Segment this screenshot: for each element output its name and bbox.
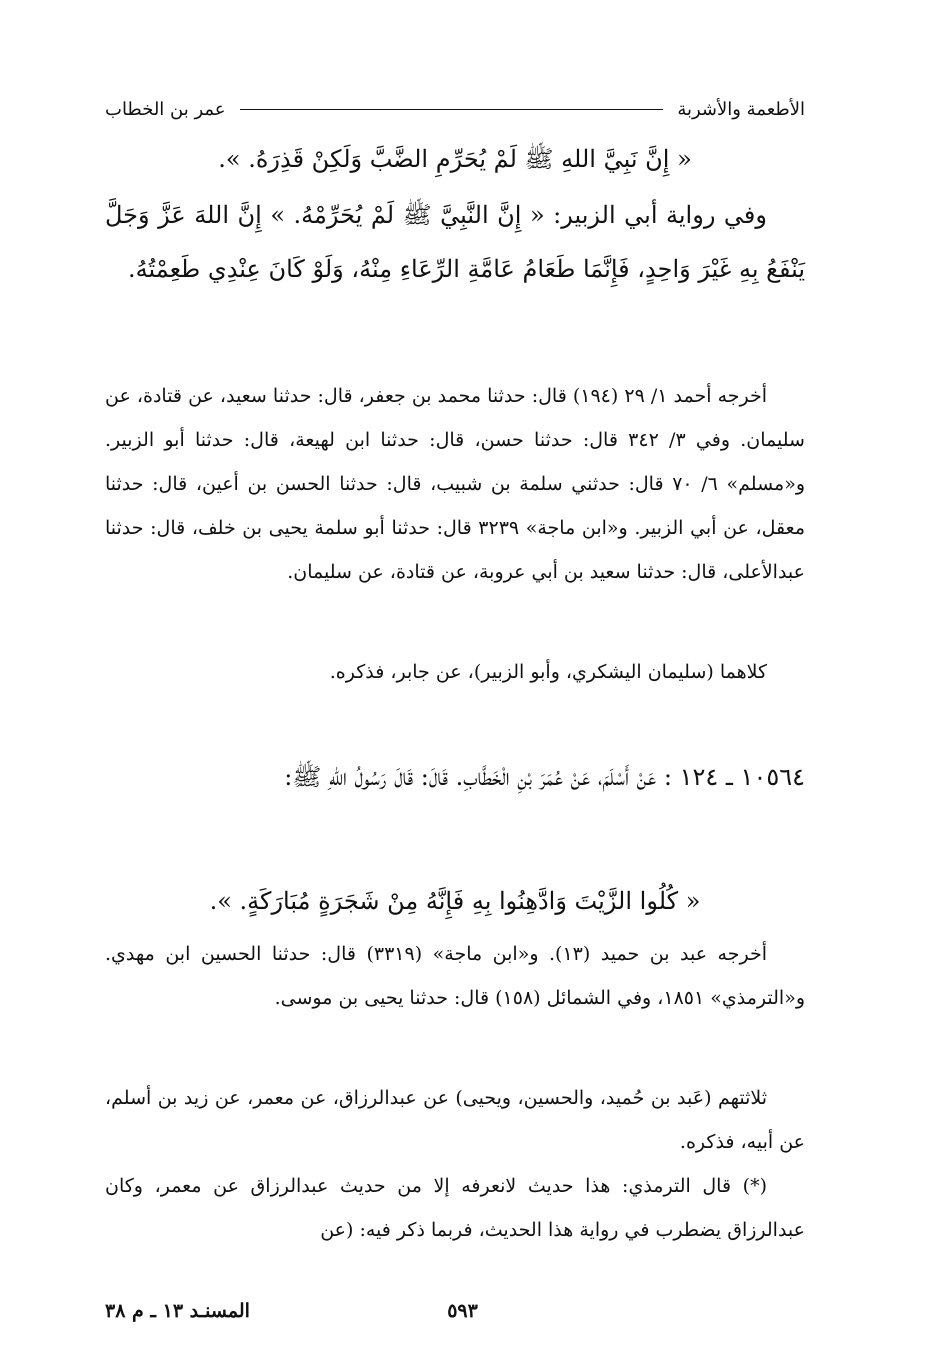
- header-rule: [240, 109, 664, 110]
- hadith-isnad: : عَنْ أَسْلَمَ، عَنْ عُمَرَ بْنِ الْخَطَّابِ. قَالَ: قَالَ رَسُولُ اللهِ ﷺ:: [284, 763, 672, 791]
- prev-takhrij-text: أخرجه أحمد ١/ ٢٩ (١٩٤) قال: حدثنا محمد بن جعفر، قال: حدثنا سعيد، عن قتادة، عن سليمان. وفي ٣/ ٣٤٢ قال: حدثنا حسن، قال: حدثنا ابن لهيعة، قال: حدثنا أبو الزبير. و«مسلم» ٦/ ٧٠ قال: حدثني سلمة بن شبيب، قال: حدثنا الحسن بن أعين، قال: حدثنا معقل، عن أبي الزبير. و«ابن ماجة» ٣٢٣٩ قال: حدثنا أبو سلمة يحيى بن خلف، قال: حدثنا عبدالأعلى، قال: حدثنا سعيد بن أبي عروبة، عن قتادة، عن سليمان.: [105, 385, 806, 583]
- prev-takhrij-summary: كلاهما (سليمان اليشكري، وأبو الزبير)، عن جابر، فذكره.: [329, 661, 767, 683]
- signature-mark: المسنـد ١٣ ـ م ٣٨: [105, 1300, 250, 1322]
- main-hadith-quote: « كُلُوا الزَّيْتَ وَادَّهِنُوا بِهِ فَإِنَّهُ مِنْ شَجَرَةٍ مُبَارَكَةٍ. ».: [209, 887, 701, 915]
- main-takhrij-text: أخرجه عبد بن حميد (١٣). و«ابن ماجة» (٣٣١٩) قال: حدثنا الحسين ابن مهدي. و«الترمذي» ١٨٥١، وفي الشمائل (١٥٨) قال: حدثنا يحيى بن موسى.: [105, 943, 805, 1009]
- main-hadith-heading: [105, 750, 805, 804]
- header-section-title: عمر بن الخطاب: [105, 98, 226, 120]
- header-chapter-title: الأطعمة والأشربة: [677, 98, 805, 120]
- main-takhrij-summary: ثلاثتهم (عَبد بن حُميد، والحسين، ويحيى) عن عبدالرزاق، عن معمر، عن زيد بن أسلم، عن أبيه، فذكره.: [105, 1087, 805, 1153]
- prev-hadith-quote: « إِنَّ نَبِيَّ اللهِ ﷺ لَمْ يُحَرِّمِ الضَّبَّ وَلَكِنْ قَذِرَهُ. ».: [218, 145, 692, 173]
- page-number: ٥٩٣: [447, 1300, 478, 1322]
- prev-hadith-variant: وفي رواية أبي الزبير: « إِنَّ النَّبِيَّ ﷺ لَمْ يُحَرِّمْهُ. » إِنَّ اللهَ عَزَّ وَجَلَّ يَنْفَعُ بِهِ غَيْرَ وَاحِدٍ، فَإِنَّمَا طَعَامُ عَامَّةِ الرِّعَاءِ مِنْهُ، وَلَوْ كَانَ عِنْدِي طَعِمْتُهُ.: [105, 201, 805, 283]
- running-header: [105, 95, 805, 123]
- main-takhrij-note: (*) قال الترمذي: هذا حديث لانعرفه إلا من حديث عبدالرزاق عن معمر، وكان عبدالرزاق يضطرب في رواية هذا الحديث، فربما ذكر فيه: (عن: [105, 1175, 805, 1241]
- hadith-number: ١٠٥٦٤ ـ ١٢٤: [679, 763, 805, 791]
